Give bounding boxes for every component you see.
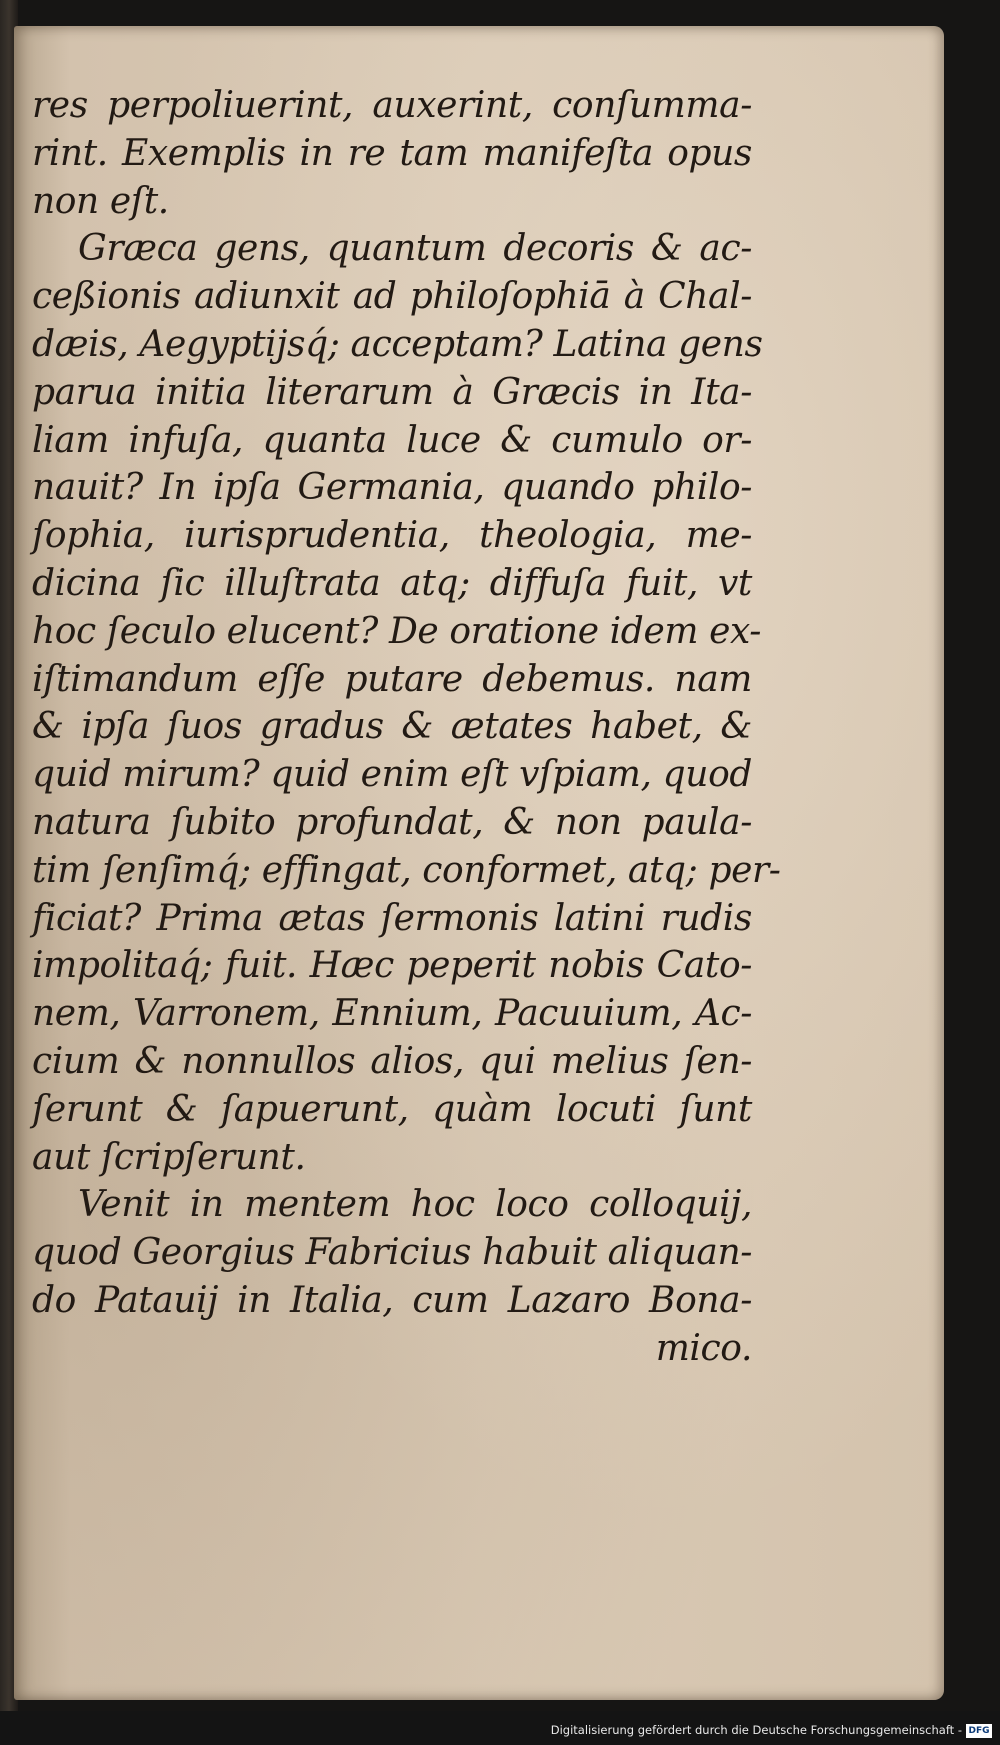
text-line: liam infuſa, quanta luce & cumulo or-: [32, 419, 752, 461]
book-page: [14, 26, 944, 1700]
text-line: rint. Exemplis in re tam manifeſta opus: [32, 132, 752, 174]
text-line: hoc ſeculo elucent? De oratione idem ex-: [32, 610, 762, 652]
text-line: nem, Varronem, Ennium, Pacuuium, Ac-: [32, 993, 752, 1035]
text-line: iſtimandum eſſe putare debemus. nam: [32, 658, 752, 700]
text-line: nauit? In ipſa Germania, quando philo-: [32, 467, 752, 509]
text-line: & ipſa ſuos gradus & ætates habet, &: [32, 706, 752, 748]
text-line: do Patauij in Italia, cum Lazaro Bona-: [32, 1279, 752, 1321]
text-line: non eſt.: [32, 180, 169, 222]
catchword: mico.: [655, 1327, 752, 1369]
text-line: parua initia literarum à Græcis in Ita-: [32, 371, 752, 413]
text-line: natura ſubito profundat, & non paula-: [32, 801, 752, 843]
text-line: ceßionis adiunxit ad philoſophiā à Chal-: [32, 276, 752, 318]
text-line: dicina ſic illuſtrata atq; diffuſa fuit, vt: [32, 562, 752, 604]
text-line: Græca gens, quantum decoris & ac-: [78, 228, 752, 270]
text-line: aut ſcripſerunt.: [32, 1136, 306, 1178]
text-line: tim ſenſimq́; effingat, conformet, atq; per-: [32, 849, 781, 891]
text-line: ſerunt & ſapuerunt, quàm locuti ſunt: [32, 1088, 752, 1130]
text-line: quid mirum? quid enim eſt vſpiam, quod: [32, 754, 752, 796]
text-line: res perpoliuerint, auxerint, conſumma-: [32, 85, 752, 126]
text-line: dæis, Aegyptijsq́; acceptam? Latina gens: [32, 323, 763, 365]
text-line: cium & nonnullos alios, qui melius ſen-: [32, 1040, 752, 1082]
dfg-logo: DFG: [966, 1724, 992, 1738]
text-line: ſophia, iurisprudentia, theologia, me-: [32, 515, 752, 557]
text-line: Venit in mentem hoc loco colloquij,: [78, 1184, 752, 1226]
page-text: [32, 82, 781, 1373]
funding-credit: Digitalisierung gefördert durch die Deutsche Forschungsgemeinschaft -: [550, 1723, 962, 1737]
text-line: impolitaq́; fuit. Hæc peperit nobis Cato-: [32, 945, 752, 987]
footer-bar: [0, 1711, 1000, 1745]
text-line: quod Georgius Fabricius habuit aliquan-: [32, 1232, 752, 1274]
text-line: ficiat? Prima ætas ſermonis latini rudis: [32, 897, 752, 939]
